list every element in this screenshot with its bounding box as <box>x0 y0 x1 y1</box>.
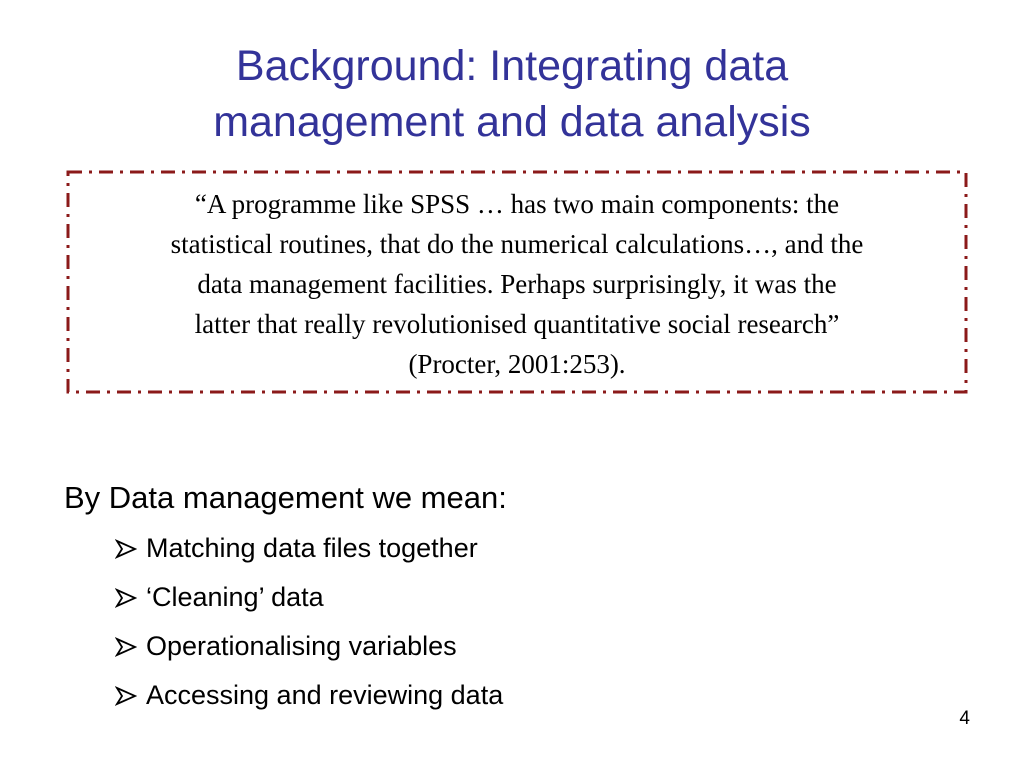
list-item <box>115 579 503 615</box>
list-item-label: Accessing and reviewing data <box>146 680 504 710</box>
arrow-bullet-icon <box>115 637 137 657</box>
quote-line: statistical routines, that do the numerical calculations…, and the <box>170 229 864 259</box>
quote-line: latter that really revolutionised quantitative social research” <box>194 309 840 339</box>
list-item-label: ‘Cleaning’ data <box>146 582 324 612</box>
slide-title-line-2: management and data analysis <box>213 98 811 146</box>
quote-citation: (Procter, 2001:253). <box>408 349 626 379</box>
quote-line: data management facilities. Perhaps surprisingly, it was the <box>197 269 837 299</box>
list-item-label: Operationalising variables <box>146 631 457 661</box>
list-item <box>115 677 503 713</box>
quote-text <box>76 184 958 384</box>
list-item <box>115 530 503 566</box>
arrow-bullet-icon <box>115 539 137 559</box>
intro-text: By Data management we mean: <box>64 480 507 515</box>
quote-box <box>66 170 968 394</box>
quote-line: “A programme like SPSS … has two main components: the <box>194 189 840 219</box>
slide-title <box>0 38 1024 150</box>
slide-title-line-1: Background: Integrating data <box>235 42 789 90</box>
arrow-bullet-icon <box>115 588 137 608</box>
arrow-bullet-icon <box>115 686 137 706</box>
page-number: 4 <box>959 708 970 729</box>
list-item <box>115 628 503 664</box>
bullet-list <box>115 530 503 726</box>
list-item-label: Matching data files together <box>146 533 478 563</box>
